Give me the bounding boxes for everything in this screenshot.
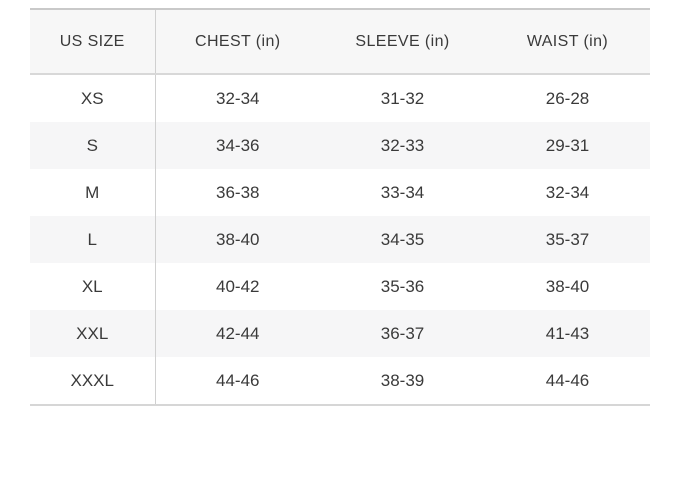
size-cell: XS bbox=[30, 74, 155, 122]
chest-cell: 42-44 bbox=[155, 310, 320, 357]
column-header-us-size: US SIZE bbox=[30, 9, 155, 74]
sleeve-cell: 33-34 bbox=[380, 182, 425, 202]
waist-cell: 41-43 bbox=[485, 310, 650, 357]
size-chart-section bbox=[30, 8, 650, 406]
sleeve-cell: 34-35 bbox=[320, 216, 485, 263]
table-row-xl bbox=[30, 263, 650, 310]
chest-cell: 44-46 bbox=[216, 370, 260, 390]
table-row-m bbox=[30, 169, 650, 216]
waist-cell: 38-40 bbox=[545, 276, 590, 296]
size-chart-table bbox=[30, 8, 650, 406]
sleeve-cell: 36-37 bbox=[320, 310, 485, 357]
waist-cell: 32-34 bbox=[545, 182, 590, 202]
table-row-s bbox=[30, 122, 650, 169]
chest-cell: 32-34 bbox=[216, 88, 260, 108]
table-row-xxxl bbox=[30, 357, 650, 405]
sleeve-cell: 35-36 bbox=[380, 276, 425, 296]
size-chart-header bbox=[30, 9, 650, 74]
waist-cell: 35-37 bbox=[485, 216, 650, 263]
column-header-chest: CHEST (in) bbox=[155, 9, 320, 74]
size-cell: M bbox=[30, 169, 155, 216]
table-row-xxl bbox=[30, 310, 650, 357]
chest-cell: 36-38 bbox=[216, 182, 260, 202]
sleeve-cell: 38-39 bbox=[380, 370, 425, 390]
size-cell: L bbox=[30, 216, 155, 263]
waist-cell: 44-46 bbox=[545, 370, 590, 390]
table-row-xs bbox=[30, 74, 650, 122]
size-cell: XXXL bbox=[30, 357, 155, 405]
column-header-waist: WAIST (in) bbox=[485, 9, 650, 74]
size-chart-body bbox=[30, 74, 650, 405]
chest-cell: 40-42 bbox=[216, 276, 260, 296]
column-header-sleeve: SLEEVE (in) bbox=[320, 9, 485, 74]
chest-cell: 38-40 bbox=[155, 216, 320, 263]
sleeve-cell: 32-33 bbox=[320, 122, 485, 169]
waist-cell: 29-31 bbox=[485, 122, 650, 169]
sleeve-cell: 31-32 bbox=[380, 88, 425, 108]
size-cell: XL bbox=[30, 263, 155, 310]
size-cell: XXL bbox=[30, 310, 155, 357]
header-row bbox=[30, 9, 650, 74]
size-cell: S bbox=[30, 122, 155, 169]
table-row-l bbox=[30, 216, 650, 263]
chest-cell: 34-36 bbox=[155, 122, 320, 169]
waist-cell: 26-28 bbox=[545, 88, 590, 108]
